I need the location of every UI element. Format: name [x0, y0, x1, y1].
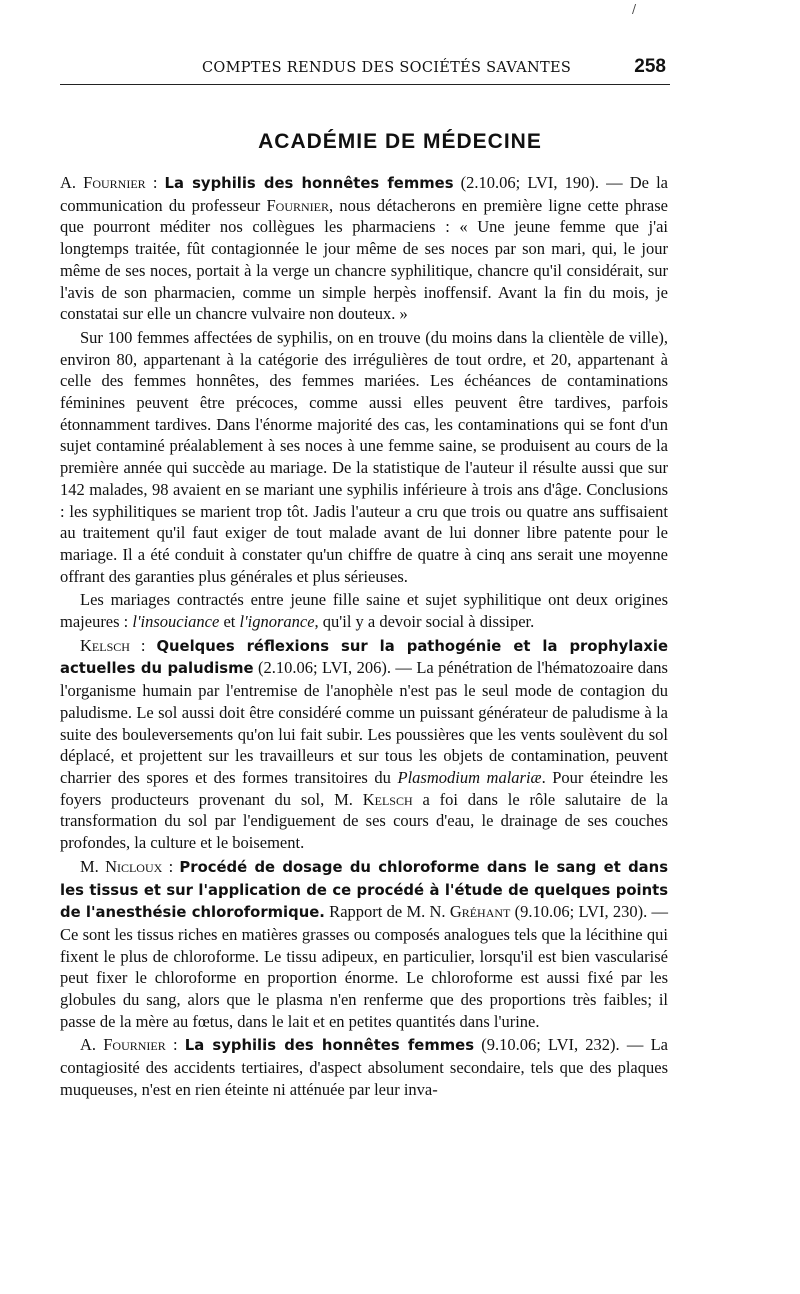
text: , nous détacherons en première ligne cette phrase que pourront méditer nos collègues les pharmaciens : « Une jeune femme que j'ai longtemps traitée, fût contagionnée le jour même de ses noces par son mari, qui, le jour même de ses noces, portait à la verge un chancre syphilitique, chancre qu'il considérait, sur l'avis de son pharmacien, comme un simple herpès inoffensif. Avant la fin du mois, je constatai sur elle un chancre vulvaire non douteux. » — [60, 195, 668, 324]
text: A. — [80, 1035, 104, 1055]
paragraph: Sur 100 femmes affectées de syphilis, on en trouve (du moins dans la clientèle de ville), environ 80, appartenant à la catégorie des irrégulières de tout ordre, et 20, appartenant à celle des femmes honnêtes, des femmes mariées. Les échéances de contaminations féminines peuvent être précoces, comme aussi elles peuvent être tardives, parfois étonnamment tardives. Dans l'énorme majorité des cas, les contaminations qui se font d'un sujet contaminé préalablement à ses noces à une femme saine, se produisent au cours de la première année qui succède au mariage. De la statistique de l'auteur il résulte aussi que sur 142 malades, 98 avaient en se mariant une syphilis inférieure à trois ans d'âge. Conclusions : les syphilitiques se marient trop tôt. Jadis l'auteur a cru que trois ou quatre ans suffisaient au traitement qu'il faut exiger de tout malade avant de lui donner libre patente pour le mariage. Il a été conduit à constater qu'un chiffre de quatre à cinq ans serait une moyenne offrant des garanties plus générales et plus sérieuses. — [60, 327, 668, 586]
abstract-title: Quelques réflexions sur la pathogénie et la prophylaxie actuelles du paludisme — [60, 637, 668, 678]
text: (2.10.06; LVI, 190). — De la communication du professeur — [60, 173, 668, 215]
author-name: Kelsch — [362, 789, 413, 809]
text: : — [145, 173, 165, 192]
abstract-title: Procédé de dosage du chloroforme dans le sang et dans les tissus et sur l'application de ce procédé à l'étude de quelques points de l'anesthésie chloroformique. — [60, 858, 668, 922]
text: A. — [60, 173, 84, 192]
text: et — [219, 612, 240, 632]
text: , qu'il y a devoir social à dissiper. — [314, 612, 535, 632]
text: Les mariages contractés entre jeune fille saine et sujet syphilitique ont deux origines majeures : — [60, 590, 668, 632]
text: (9.10.06; LVI, 230). — Ce sont les tissus riches en matières grasses ou composés analogues tels que la lécithine qui fixent le plus de chloroforme. Le tissu adipeux, en particulier, lorsqu'il est bien vascularisé peut fixer le chloroforme en proportion énorme. Le chloroforme est aussi fixé par les globules du sang, alors que le plasma n'en renferme que des proportions très faibles; il passe de la mère au fœtus, dans le lait et en petites quantités dans l'urine. — [60, 902, 668, 1031]
section-title: ACADÉMIE DE MÉDECINE — [258, 130, 542, 153]
page-number: 258 — [634, 56, 666, 77]
author-name: Fournier — [83, 173, 146, 192]
text: M. — [80, 856, 106, 876]
author-name: Nicloux — [105, 856, 163, 876]
text: a foi dans le rôle salutaire de la transformation du sol par l'endiguement de ses cours d'eau, le drainage de ses couches profondes, la culture et le boisement. — [60, 789, 669, 853]
text: : — [129, 635, 157, 655]
text: : — [165, 1035, 185, 1055]
author-name: Kelsch — [80, 635, 130, 655]
author-name: Fournier — [266, 195, 330, 215]
text: Rapport de M. N. — [324, 902, 450, 922]
corner-mark: / — [632, 2, 637, 16]
abstract-title: La syphilis des honnêtes femmes — [164, 175, 454, 192]
emphasis: Plasmodium malariæ — [397, 767, 542, 787]
abstract-fournier-2 — [60, 1034, 668, 1100]
paragraph — [60, 589, 668, 632]
text: (2.10.06; LVI, 206). — La pénétration de l'hématozoaire dans l'organisme humain par l'entremise de l'anophèle n'est pas le seul mode de contagion du paludisme. Le sol aussi doit être considéré comme un puissant générateur de paludisme à la suite des bouleversements qu'on lui fait subir. Les poussières que les vents soulèvent du sol déplacé, et projettent sur les travailleurs et sur tous les objets de contamination, peuvent charrier des spores et des formes transitoires du — [60, 658, 668, 787]
emphasis: l'ignorance — [239, 612, 315, 632]
abstract-fournier-1 — [60, 172, 668, 325]
text: (9.10.06; LVI, 232). — La contagiosité des accidents tertiaires, d'aspect absolument secondaire, tels que des plaques muqueuses, n'est en rien éteinte ni atténuée par leur inva- — [60, 1035, 668, 1099]
author-name: Fournier — [103, 1035, 166, 1055]
abstract-kelsch — [60, 635, 668, 854]
emphasis: l'insouciance — [132, 612, 220, 632]
running-head — [60, 56, 670, 85]
author-name: Gréhant — [449, 902, 511, 922]
text: . Pour éteindre les foyers producteurs provenant du sol, M. — [60, 767, 669, 809]
running-title: COMPTES RENDUS DES SOCIÉTÉS SAVANTES — [202, 60, 572, 76]
article-body — [60, 172, 668, 1101]
text: : — [162, 856, 180, 876]
abstract-nicloux — [60, 856, 668, 1033]
abstract-title: La syphilis des honnêtes femmes — [184, 1037, 475, 1055]
